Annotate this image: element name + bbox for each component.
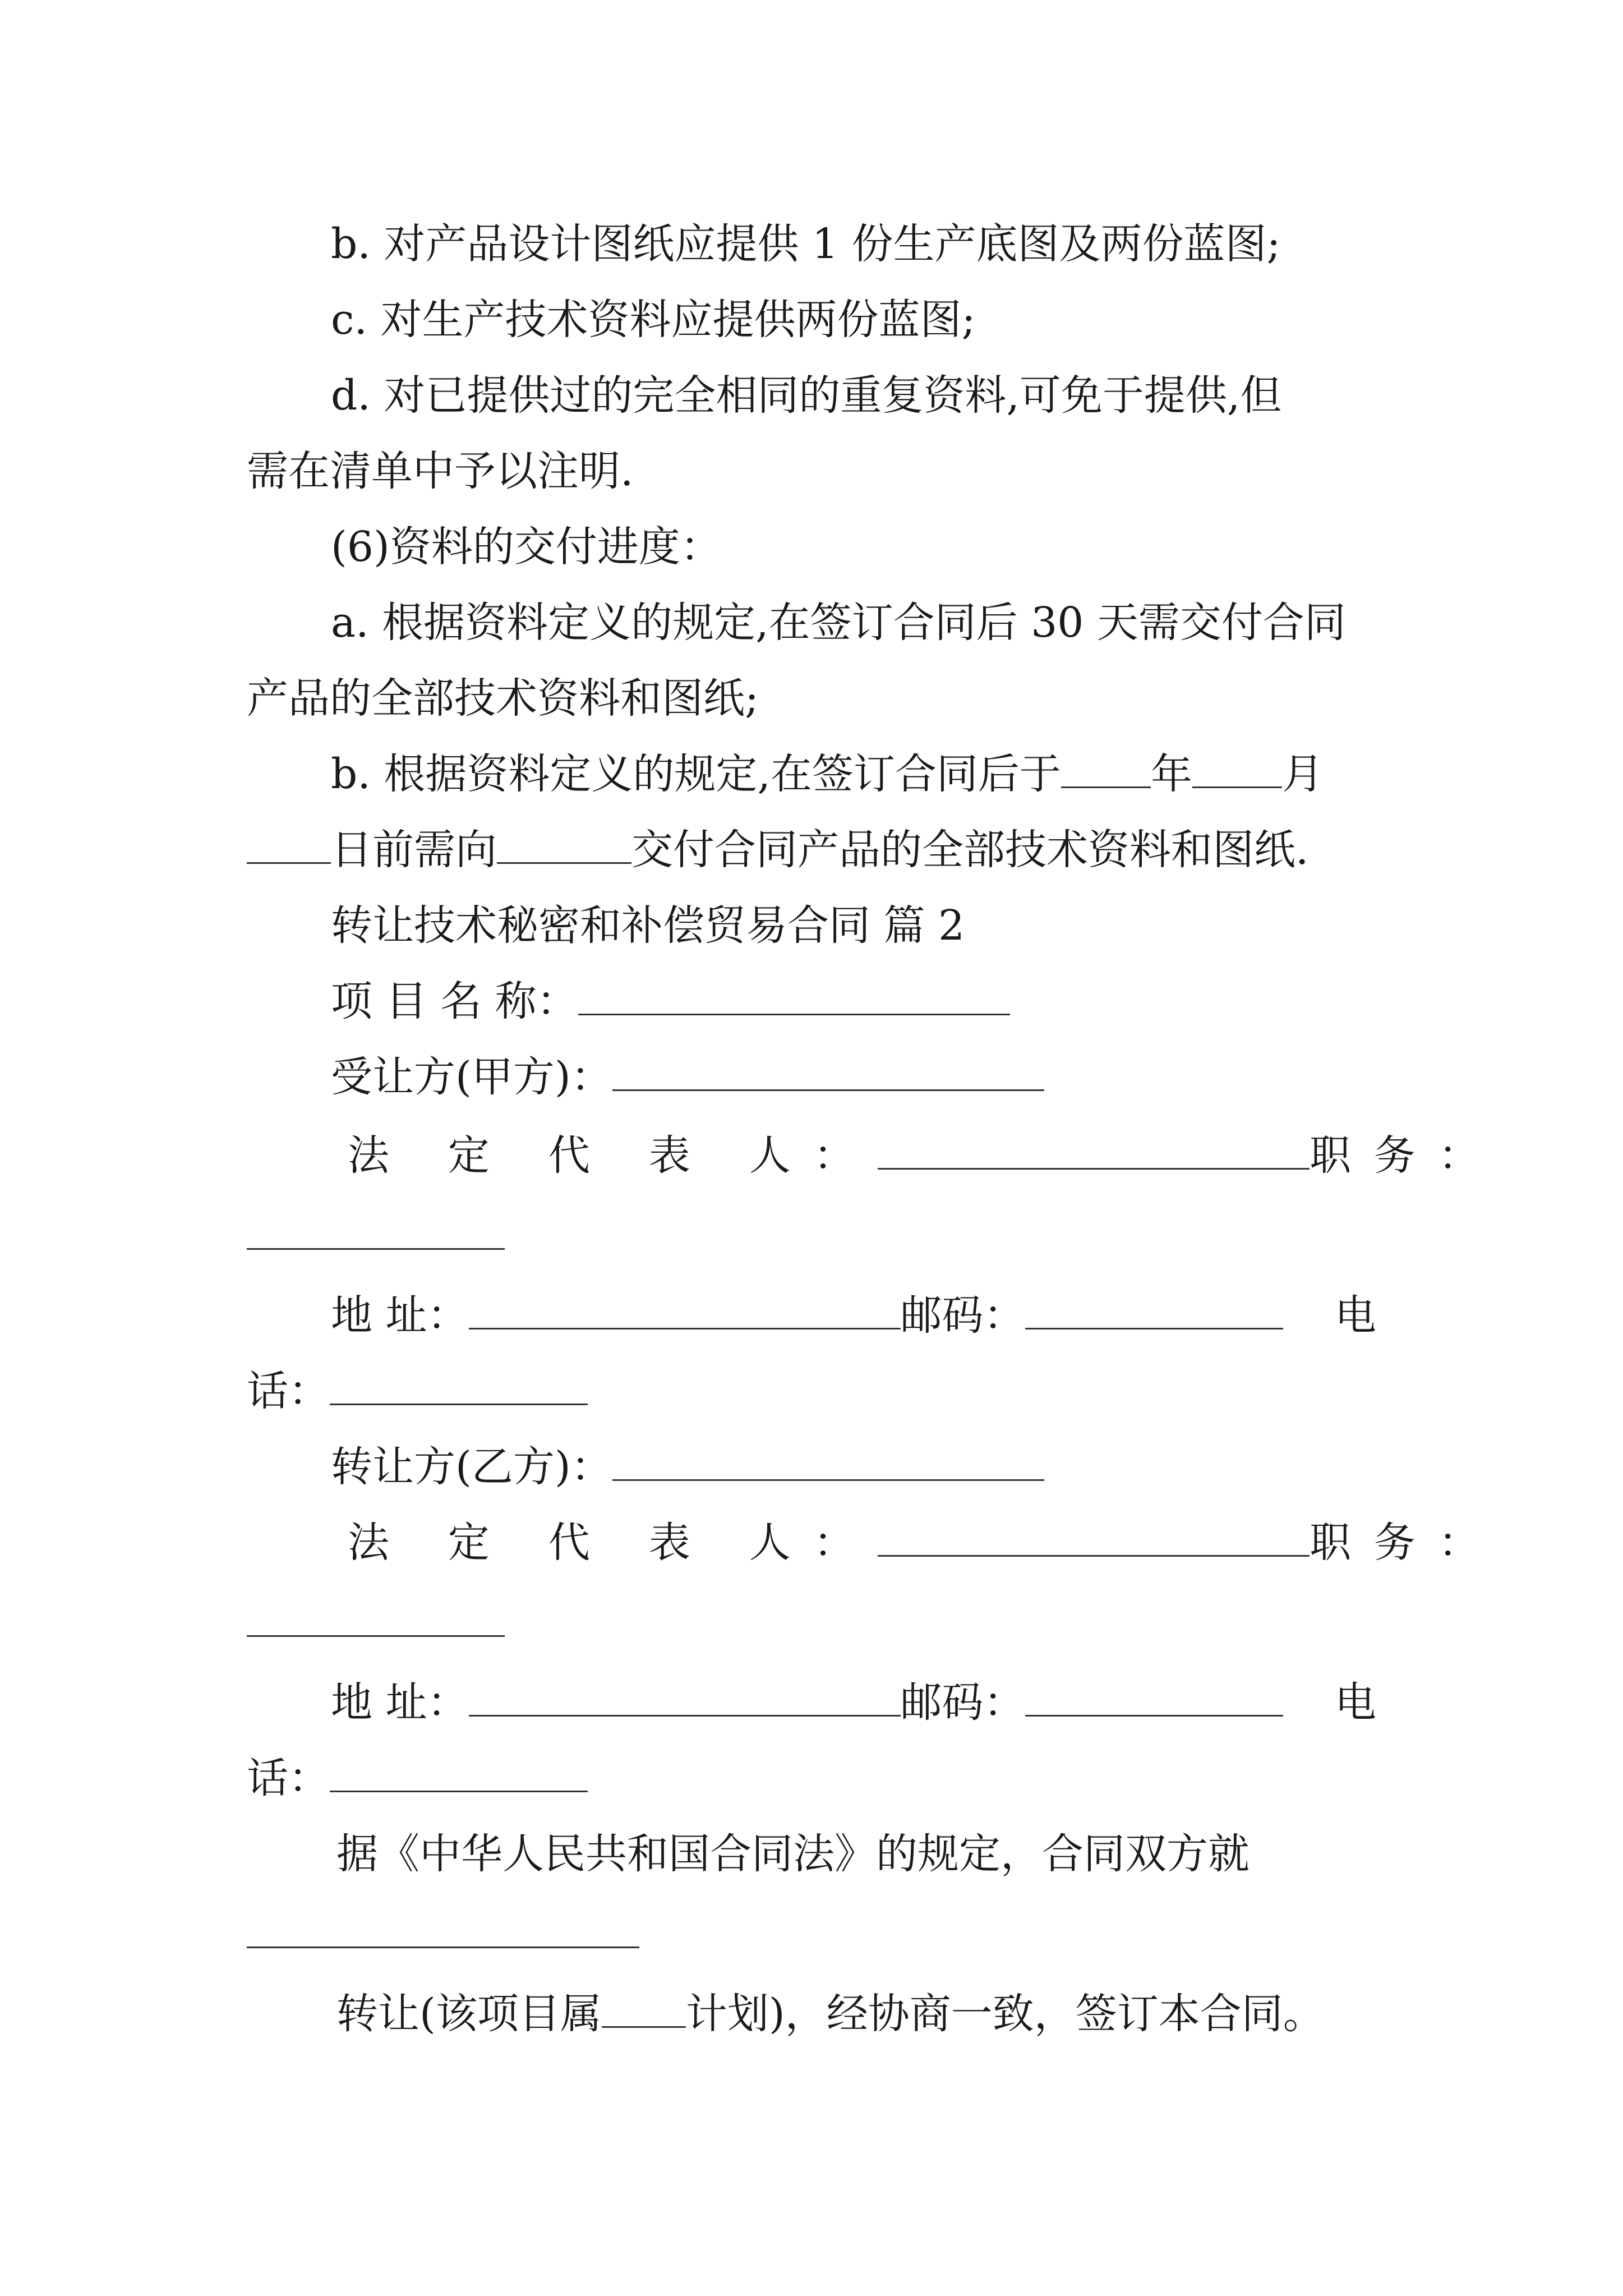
final-line [336, 1986, 1325, 2042]
party-a-postcode-label: 邮码： [900, 1291, 1025, 1340]
paragraph-b2-line2 [247, 822, 1309, 878]
party-b-position-field [247, 1635, 505, 1637]
party-a-postcode-field [1025, 1289, 1283, 1329]
paragraph-c [331, 292, 975, 348]
party-b-address-field [469, 1676, 901, 1717]
party-b-postcode-field [1025, 1676, 1283, 1717]
paragraph-b2-text-2: 交付合同产品的全部技术资料和图纸. [631, 826, 1309, 874]
party-b-rep-field [878, 1516, 1310, 1557]
party-b-label: 转让方(乙方)： [331, 1443, 612, 1491]
section-6-heading [331, 519, 722, 575]
paragraph-a-text-1: a. 根据资料定义的规定,在签订合同后 30 天需交付合同 [331, 599, 1346, 647]
month-blank [1192, 747, 1282, 788]
paragraph-c-text: c. 对生产技术资料应提供两份蓝图; [331, 296, 976, 344]
paragraph-a-text-2: 产品的全部技术资料和图纸; [247, 674, 759, 723]
recipient-blank [497, 823, 631, 864]
party-a-phone-row [247, 1363, 588, 1419]
project-name-field [578, 974, 1010, 1015]
law-reference-text: 据《中华人民共和国合同法》的规定，合同双方就 [336, 1830, 1249, 1878]
paragraph-b2-text-1: b. 根据资料定义的规定,在签订合同后于 [331, 750, 1061, 798]
project-name-row [331, 973, 1010, 1029]
paragraph-d-text-1: d. 对已提供过的完全相同的重复资料,可免于提供,但 [331, 371, 1282, 420]
paragraph-d-line1 [331, 367, 1281, 424]
party-a-row [331, 1049, 1044, 1105]
party-a-position-field [247, 1248, 505, 1250]
party-a-phone-label-1 [1335, 1287, 1376, 1343]
paragraph-d-line2 [247, 443, 634, 499]
party-b-rep-row [348, 1515, 1502, 1571]
party-b-phone-label-part2: 话： [247, 1754, 330, 1802]
day-label: 日前需向 [331, 826, 497, 874]
party-a-field [612, 1050, 1044, 1091]
paragraph-a-line1 [331, 595, 1346, 651]
party-a-phone-label-part1: 电 [1335, 1291, 1376, 1340]
party-a-label: 受让方(甲方)： [331, 1053, 612, 1101]
day-blank [247, 823, 331, 864]
party-b-phone-row [247, 1750, 588, 1806]
party-b-phone-field [330, 1751, 588, 1792]
subject-field [247, 1947, 639, 1948]
year-label: 年 [1150, 750, 1192, 798]
law-reference-line [336, 1826, 1249, 1882]
party-a-address-field [469, 1289, 901, 1329]
party-b-rep-label: 法 定 代 表 人： [348, 1519, 878, 1567]
party-b-address-row [331, 1674, 1283, 1731]
party-a-rep-row [348, 1128, 1502, 1184]
project-name-label: 项 目 名 称： [331, 977, 578, 1025]
party-a-rep-field [878, 1129, 1310, 1170]
paragraph-d-text-2: 需在清单中予以注明. [247, 447, 634, 495]
contract-heading-text: 转让技术秘密和补偿贸易合同 篇 2 [331, 901, 965, 950]
paragraph-b1-text: b. 对产品设计图纸应提供 1 份生产底图及两份蓝图; [331, 220, 1281, 268]
section-6-text: (6)资料的交付进度： [331, 523, 722, 571]
party-b-field [612, 1440, 1044, 1481]
party-b-address-label: 地 址： [331, 1678, 469, 1727]
month-label: 月 [1281, 750, 1324, 798]
paragraph-b1 [331, 216, 1280, 272]
party-a-address-row [331, 1287, 1283, 1343]
party-a-address-label: 地 址： [331, 1291, 469, 1340]
party-b-row [331, 1439, 1044, 1495]
paragraph-b2-line1 [331, 746, 1324, 802]
party-a-phone-label-part2: 话： [247, 1367, 330, 1415]
paragraph-a-line2 [247, 670, 759, 726]
party-b-postcode-label: 邮码： [900, 1678, 1025, 1727]
party-a-rep-label: 法 定 代 表 人： [348, 1131, 878, 1180]
party-a-position-label: 职务： [1310, 1131, 1503, 1180]
party-b-position-label: 职务： [1310, 1519, 1503, 1567]
final-text-1: 转让(该项目属 [336, 1990, 602, 2038]
final-text-2: 计划)，经协商一致，签订本合同。 [685, 1990, 1325, 2038]
plan-blank [602, 1987, 686, 2028]
party-b-phone-label-part1: 电 [1335, 1678, 1376, 1727]
party-a-phone-field [330, 1364, 588, 1405]
contract-heading [331, 898, 965, 954]
party-b-phone-label-1 [1335, 1674, 1376, 1731]
year-blank [1061, 747, 1151, 788]
